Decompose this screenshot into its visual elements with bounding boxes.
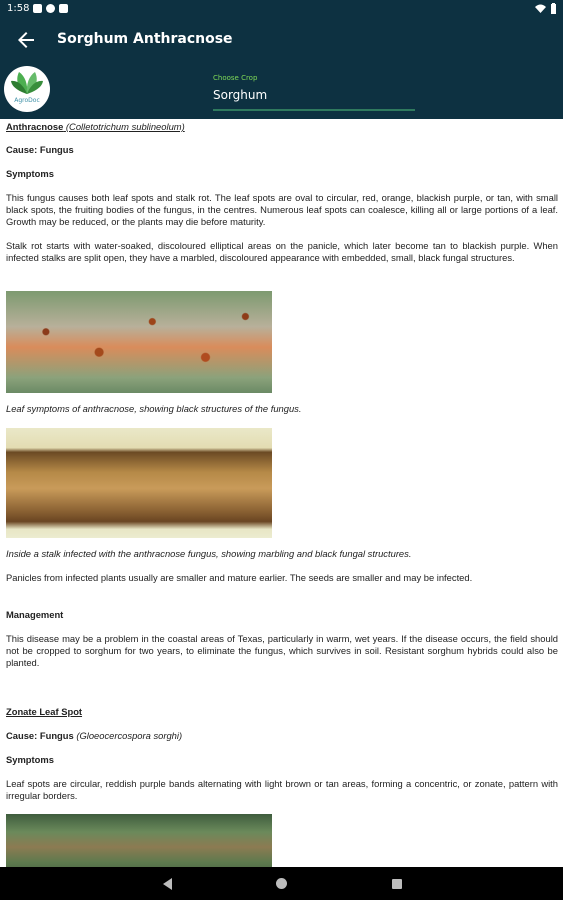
cause-label: Cause: Fungus	[6, 144, 74, 155]
leaf-symptoms-image	[6, 291, 272, 393]
choose-crop-label: Choose Crop	[213, 74, 258, 82]
disease-content[interactable]	[0, 119, 563, 867]
crop-dropdown-underline	[213, 109, 415, 111]
wifi-icon	[535, 4, 546, 14]
system-nav-bar	[0, 867, 563, 900]
stalk-infection-image	[6, 428, 272, 538]
section-title-text: Anthracnose	[6, 121, 64, 132]
scientific-name: (Colletotrichum sublineolum)	[65, 121, 185, 132]
status-time: 1:58	[7, 3, 30, 14]
symptoms-paragraph: Panicles from infected plants usually are smaller and mature earlier. The seeds are smaller and may be infected.	[6, 572, 473, 583]
symptoms-label: Symptoms	[6, 754, 54, 765]
crop-selector-bar	[0, 64, 563, 119]
status-bar	[0, 0, 563, 18]
system-icons	[535, 3, 557, 14]
section-title-zonate-leaf-spot: Zonate Leaf Spot	[6, 706, 83, 717]
nav-home-icon[interactable]	[276, 878, 287, 889]
nav-back-icon[interactable]	[163, 878, 172, 890]
notification-icon	[46, 4, 55, 13]
section-title-anthracnose	[6, 121, 185, 133]
notification-icons	[33, 4, 68, 13]
arrow-back-icon[interactable]	[14, 28, 38, 52]
symptoms-paragraph: This fungus causes both leaf spots and stalk rot. The leaf spots are oval to circular, red, orange, blackish purple, or tan, with small black spots, the fruiting bodies of the fungus, in the centres. Numerous leaf spots can coalesce, killing all or large portions of a leaf. Growth may be reduced, or the plants may die before maturity.	[6, 192, 558, 227]
image-caption: Inside a stalk infected with the anthracnose fungus, showing marbling and black fungal structures.	[6, 548, 412, 559]
logo-text: AgroDoc	[14, 97, 40, 104]
notification-icon	[59, 4, 68, 13]
symptoms-label: Symptoms	[6, 168, 54, 179]
battery-icon	[550, 3, 557, 14]
management-paragraph: This disease may be a problem in the coastal areas of Texas, particularly in warm, wet years. If the disease occurs, the field should not be cropped to sorghum for two years, to eliminate the fungus, which survives in soil. Resistant sorghum hybrids could also be planted.	[6, 633, 558, 668]
notification-icon	[33, 4, 42, 13]
page-title: Sorghum Anthracnose	[57, 31, 233, 47]
management-label: Management	[6, 609, 64, 620]
image-caption: Leaf symptoms of anthracnose, showing black structures of the fungus.	[6, 403, 302, 414]
app-bar	[0, 18, 563, 64]
zonate-leaf-spot-image	[6, 814, 272, 867]
leaf-logo-icon	[4, 66, 50, 98]
symptoms-paragraph: Leaf spots are circular, reddish purple bands alternating with light brown or tan areas, forming a concentric, or zonate, pattern with irregular borders.	[6, 778, 558, 801]
cause-label	[6, 730, 182, 742]
nav-recents-icon[interactable]	[392, 879, 402, 889]
cause-text: Cause: Fungus	[6, 730, 74, 741]
app-logo	[4, 66, 50, 112]
symptoms-paragraph: Stalk rot starts with water-soaked, discoloured elliptical areas on the panicle, which later become tan to blackish purple. When infected stalks are split open, they have a marbled, discoloured appearance with embedded, small, black fungal structures.	[6, 240, 558, 263]
scientific-name: (Gloeocercospora sorghi)	[76, 730, 183, 741]
crop-dropdown[interactable]: Sorghum	[213, 88, 268, 102]
